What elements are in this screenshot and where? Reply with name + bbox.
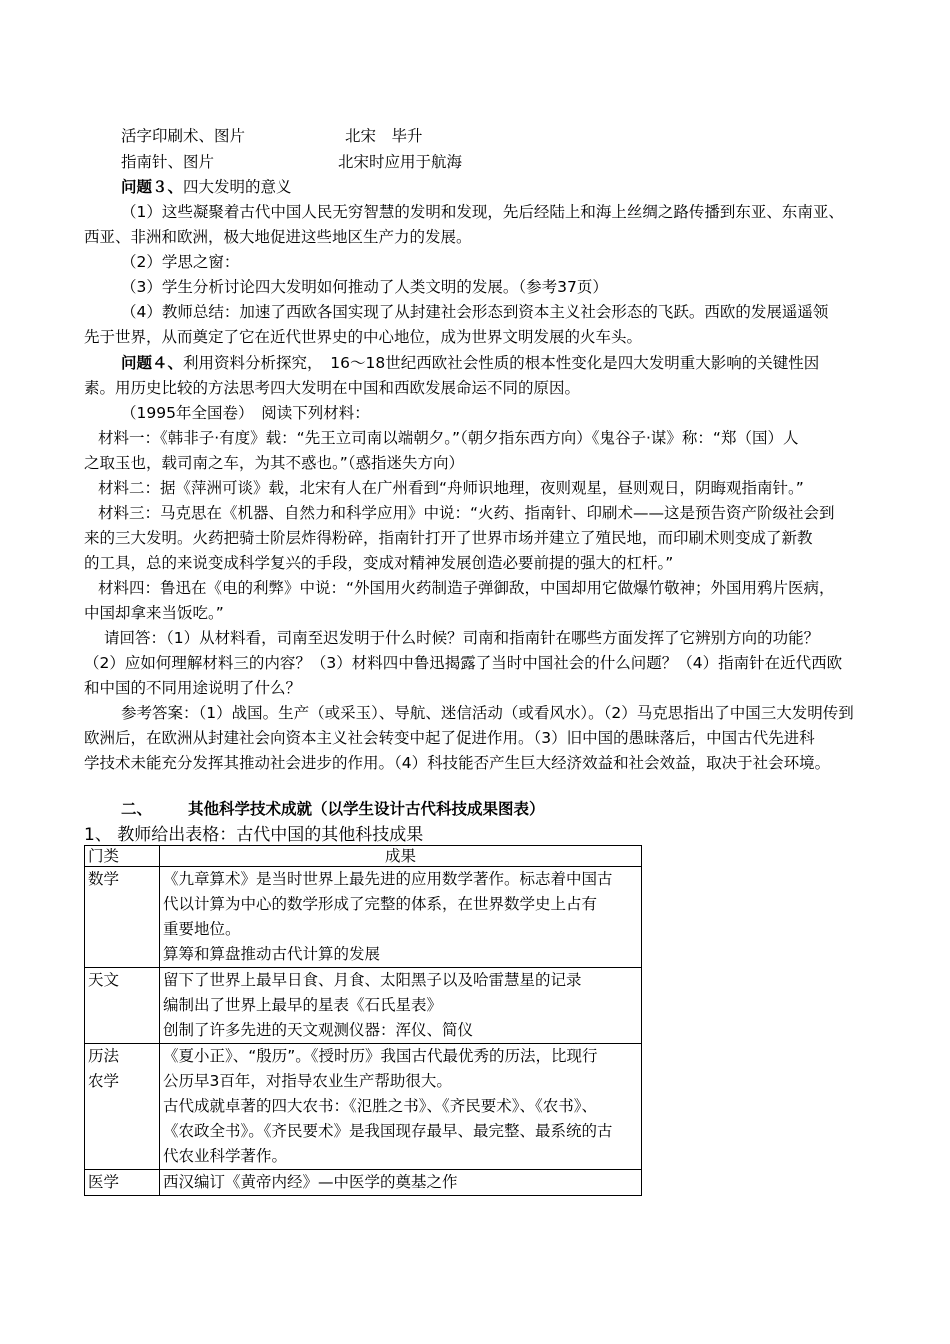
row-achievement: 留下了世界上最早日食、月食、太阳黑子以及哈雷慧星的记录 编制出了世界上最早的星表《石氏星表》 创制了许多先进的天文观测仪器：浑仪、简仪 [160, 968, 642, 1044]
header-achievement: 成果 [160, 846, 642, 867]
intro-note: 北宋时应用于航海 [338, 153, 463, 171]
material-1: 材料一：《韩非子·有度》载：“先王立司南以端朝夕。”（朝夕指东西方向）《鬼谷子·谋》称：“郑（国）人 [98, 429, 799, 447]
table-row [85, 968, 642, 1044]
table-row [85, 1044, 642, 1170]
table-row [85, 867, 642, 968]
row-category: 历法 农学 [85, 1044, 160, 1170]
achievements-table [84, 845, 642, 1196]
reference-answer-cont: 欧洲后，在欧洲从封建社会向资本主义社会转变中起了促进作用。（3）旧中国的愚昧落后，中国古代先进科 [84, 729, 815, 747]
questions: 请回答：（1）从材料看，司南至迟发明于什么时候？司南和指南针在哪些方面发挥了它辨别方向的功能？ [104, 629, 820, 647]
questions-cont: （2）应如何理解材料三的内容？（3）材料四中鲁迅揭露了当时中国社会的什么问题？（4）指南针在近代西欧 [84, 654, 843, 672]
paragraph: 先于世界，从而奠定了它在近代世界史的中心地位，成为世界文明发展的火车头。 [84, 328, 643, 346]
intro-row-printing [121, 125, 245, 147]
material-4: 材料四：鲁迅在《电的利弊》中说：“外国用火药制造子弹御敌，中国却用它做爆竹敬神；外国用鸦片医病， [98, 579, 835, 597]
row-achievement: 西汉编订《黄帝内经》—中医学的奠基之作 [160, 1170, 642, 1196]
paragraph: （4）教师总结：加速了西欧各国实现了从封建社会形态到资本主义社会形态的飞跃。西欧的发展遥遥领 [121, 303, 829, 321]
row-category: 医学 [85, 1170, 160, 1196]
intro-item: 指南针、图片 [121, 153, 215, 171]
paragraph: 西亚、非洲和欧洲，极大地促进这些地区生产力的发展。 [84, 228, 472, 246]
material-3: 材料三：马克思在《机器、自然力和科学应用》中说：“火药、指南针、印刷术——这是预告资产阶级社会到 [98, 504, 835, 522]
paragraph: 素。用历史比较的方法思考四大发明在中国和西欧发展命运不同的原因。 [84, 379, 581, 397]
intro-note: 北宋 毕升 [345, 127, 423, 145]
source-note: （1995年全国卷） 阅读下列材料： [121, 404, 370, 422]
table-row [85, 1170, 642, 1196]
material-2: 材料二：据《萍洲可谈》载，北宋有人在广州看到“舟师识地理，夜则观星，昼则观日，阴晦观指南针。” [98, 479, 804, 497]
intro-row-compass [121, 151, 214, 173]
paragraph: （1）这些凝聚着古代中国人民无穷智慧的发明和发现，先后经陆上和海上丝绸之路传播到东亚、东南亚、 [121, 203, 844, 221]
intro-item: 活字印刷术、图片 [121, 127, 246, 145]
section-2-number: 二、 [121, 800, 153, 818]
header-category: 门类 [85, 846, 160, 867]
material-3-cont: 的工具，总的来说变成科学复兴的手段，变成对精神发展创造必要前提的强大的杠杆。” [84, 554, 674, 572]
row-category: 天文 [85, 968, 160, 1044]
row-achievement: 《夏小正》、“殷历”。《授时历》我国古代最优秀的历法，比现行 公历早3百年，对指导农业生产帮助很大。 古代成就卓著的四大农书：《氾胜之书》、《齐民要术》、《农书》、 《农政全书》。《齐民要术》是我国现存最早、最完整、最系统的古 代农业科学著作。 [160, 1044, 642, 1170]
reference-answer-cont: 学技术未能充分发挥其推动社会进步的作用。（4）科技能否产生巨大经济效益和社会效益，取决于社会环境。 [84, 754, 831, 772]
material-4-cont: 中国却拿来当饭吃。” [84, 604, 224, 622]
paragraph: （3）学生分析讨论四大发明如何推动了人类文明的发展。（参考37页） [121, 278, 608, 296]
row-achievement: 《九章算术》是当时世界上最先进的应用数学著作。标志着中国古 代以计算为中心的数学形成了完整的体系，在世界数学史上占有 重要地位。 算筹和算盘推动古代计算的发展 [160, 867, 642, 968]
reference-answer: 参考答案：（1）战国。生产（或采玉）、导航、迷信活动（或看风水）。（2）马克思指出了中国三大发明传到 [121, 704, 854, 722]
section-2-title: 其他科学技术成就（以学生设计古代科技成果图表） [188, 800, 545, 818]
table-intro: 1、 教师给出表格：古代中国的其他科技成果 [84, 825, 424, 845]
table-header-row [85, 846, 642, 867]
row-category: 数学 [85, 867, 160, 968]
material-3-cont: 来的三大发明。火药把骑士阶层炸得粉碎，指南针打开了世界市场并建立了殖民地，而印刷术则变成了新教 [84, 529, 813, 547]
question-4-title: 问题４、利用资料分析探究， 16～18世纪西欧社会性质的根本性变化是四大发明重大影响的关键性因 [121, 354, 820, 372]
questions-cont: 和中国的不同用途说明了什么？ [84, 679, 302, 697]
question-3-title: 问题３、四大发明的意义 [121, 178, 292, 196]
paragraph: （2）学思之窗： [121, 253, 240, 271]
material-1-cont: 之取玉也，载司南之车，为其不惑也。”（惑指迷失方向） [84, 454, 465, 472]
